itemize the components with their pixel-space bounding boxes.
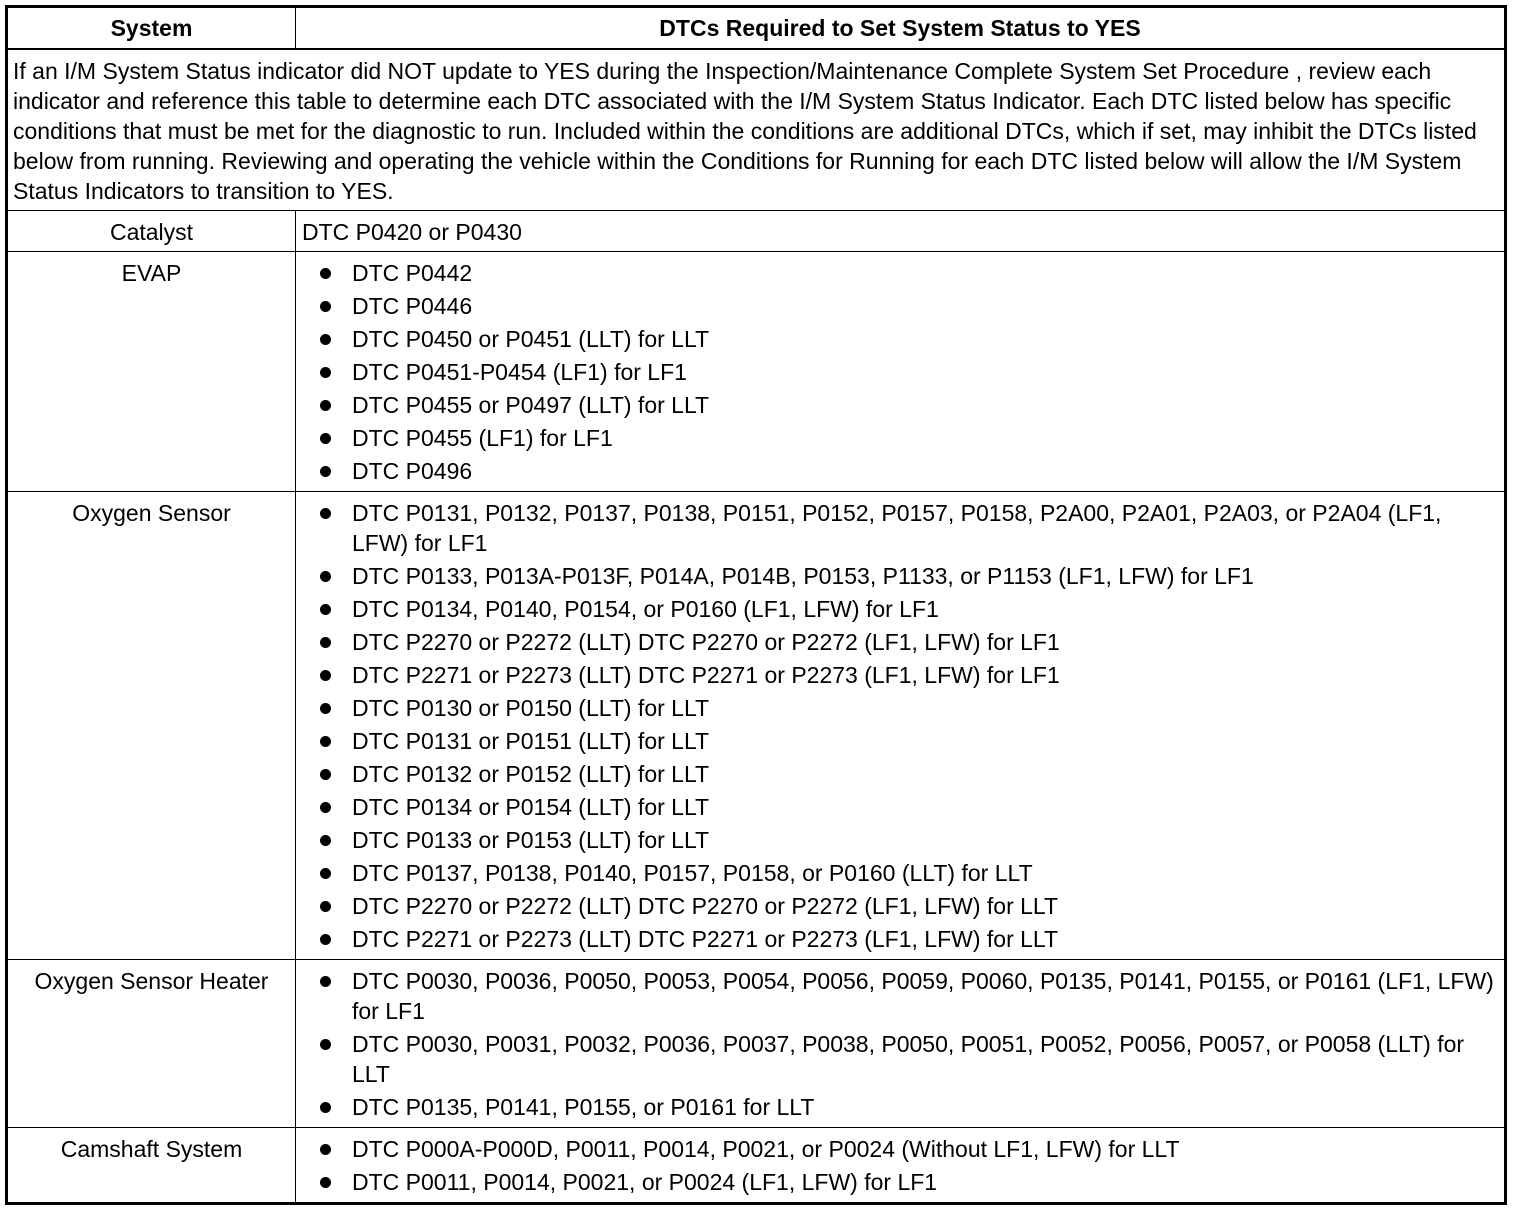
dtc-item-text: DTC P0131 or P0151 (LLT) for LLT	[352, 728, 710, 754]
table-row	[7, 492, 1506, 960]
bullet-icon	[320, 1177, 331, 1188]
bullet-icon	[320, 400, 331, 411]
dtc-item-text: DTC P2271 or P2273 (LLT) DTC P2271 or P2273 (LF1, LFW) for LLT	[352, 926, 1059, 952]
bullet-icon	[320, 802, 331, 813]
dtc-item-text: DTC P2270 or P2272 (LLT) DTC P2270 or P2272 (LF1, LFW) for LLT	[352, 893, 1059, 919]
list-item	[296, 1167, 1498, 1197]
list-item	[296, 456, 1498, 486]
dtc-item-text: DTC P2270 or P2272 (LLT) DTC P2270 or P2272 (LF1, LFW) for LF1	[352, 629, 1060, 655]
intro-row	[7, 49, 1506, 211]
dtc-item-text: DTC P0134 or P0154 (LLT) for LLT	[352, 794, 710, 820]
dtc-item-text: DTC P000A-P000D, P0011, P0014, P0021, or P0024 (Without LF1, LFW) for LLT	[352, 1136, 1180, 1162]
bullet-icon	[320, 703, 331, 714]
bullet-icon	[320, 1144, 331, 1155]
dtc-list-cell	[296, 960, 1506, 1128]
header-dtcs: DTCs Required to Set System Status to YES	[296, 7, 1506, 50]
dtc-item-text: DTC P0137, P0138, P0140, P0157, P0158, or P0160 (LLT) for LLT	[352, 860, 1033, 886]
dtc-item-text: DTC P0133, P013A-P013F, P014A, P014B, P0153, P1133, or P1153 (LF1, LFW) for LF1	[352, 563, 1254, 589]
dtc-item-text: DTC P0130 or P0150 (LLT) for LLT	[352, 695, 710, 721]
intro-text: If an I/M System Status indicator did NOT update to YES during the Inspection/Maintenance Complete System Set Procedure , review each indicator and reference this table to determine each DTC associated with the I/M System Status Indicator. Each DTC listed below has specific conditions that must be met for the diagnostic to run. Included within the conditions are additional DTCs, which if set, may inhibit the DTCs listed below from running. Reviewing and operating the vehicle within the Conditions for Running for each DTC listed below will allow the I/M System Status Indicators to transition to YES.	[7, 49, 1506, 211]
dtc-item-text: DTC P2271 or P2273 (LLT) DTC P2271 or P2273 (LF1, LFW) for LF1	[352, 662, 1060, 688]
bullet-icon	[320, 604, 331, 615]
dtc-item-text: DTC P0132 or P0152 (LLT) for LLT	[352, 761, 710, 787]
dtc-item-text: DTC P0451-P0454 (LF1) for LF1	[352, 359, 687, 385]
dtc-item-text: DTC P0496	[352, 458, 473, 484]
dtc-item-text: DTC P0030, P0036, P0050, P0053, P0054, P0056, P0059, P0060, P0135, P0141, P0155, or P0161 (LF1, LFW) for LF1	[352, 968, 1494, 1024]
bullet-icon	[320, 637, 331, 648]
bullet-icon	[320, 1102, 331, 1113]
dtc-text: DTC P0420 or P0430	[296, 211, 1506, 252]
list-item	[296, 966, 1498, 1026]
table-row	[7, 1128, 1506, 1204]
system-name: Oxygen Sensor	[7, 492, 296, 960]
dtc-item-text: DTC P0442	[352, 260, 473, 286]
dtc-list	[296, 498, 1498, 954]
dtc-item-text: DTC P0011, P0014, P0021, or P0024 (LF1, LFW) for LF1	[352, 1169, 938, 1195]
system-name: Oxygen Sensor Heater	[7, 960, 296, 1128]
dtc-item-text: DTC P0134, P0140, P0154, or P0160 (LF1, LFW) for LF1	[352, 596, 939, 622]
table-header-row	[7, 7, 1506, 50]
dtc-list-cell	[296, 252, 1506, 492]
bullet-icon	[320, 466, 331, 477]
bullet-icon	[320, 508, 331, 519]
system-name: Camshaft System	[7, 1128, 296, 1204]
bullet-icon	[320, 868, 331, 879]
bullet-icon	[320, 835, 331, 846]
dtc-item-text: DTC P0133 or P0153 (LLT) for LLT	[352, 827, 710, 853]
dtc-item-text: DTC P0135, P0141, P0155, or P0161 for LLT	[352, 1094, 815, 1120]
bullet-icon	[320, 976, 331, 987]
dtc-item-text: DTC P0131, P0132, P0137, P0138, P0151, P0152, P0157, P0158, P2A00, P2A01, P2A03, or P2A04 (LF1, LFW) for LF1	[352, 500, 1442, 556]
bullet-icon	[320, 334, 331, 345]
list-item	[296, 1029, 1498, 1089]
bullet-icon	[320, 1039, 331, 1050]
list-item	[296, 324, 1498, 354]
bullet-icon	[320, 571, 331, 582]
dtc-list-cell	[296, 492, 1506, 960]
system-name: Catalyst	[7, 211, 296, 252]
list-item	[296, 258, 1498, 288]
header-system: System	[7, 7, 296, 50]
bullet-icon	[320, 367, 331, 378]
dtc-item-text: DTC P0455 or P0497 (LLT) for LLT	[352, 392, 710, 418]
bullet-icon	[320, 301, 331, 312]
list-item	[296, 498, 1498, 558]
bullet-icon	[320, 736, 331, 747]
list-item	[296, 1092, 1498, 1122]
dtc-list	[296, 258, 1498, 486]
bullet-icon	[320, 433, 331, 444]
list-item	[296, 594, 1498, 624]
dtc-item-text: DTC P0030, P0031, P0032, P0036, P0037, P0038, P0050, P0051, P0052, P0056, P0057, or P0058 (LLT) for LLT	[352, 1031, 1465, 1087]
list-item	[296, 891, 1498, 921]
table-row	[7, 252, 1506, 492]
bullet-icon	[320, 670, 331, 681]
dtc-requirements-table	[5, 5, 1507, 1205]
list-item	[296, 627, 1498, 657]
bullet-icon	[320, 934, 331, 945]
system-name: EVAP	[7, 252, 296, 492]
dtc-list	[296, 966, 1498, 1122]
list-item	[296, 561, 1498, 591]
list-item	[296, 924, 1498, 954]
list-item	[296, 660, 1498, 690]
bullet-icon	[320, 268, 331, 279]
list-item	[296, 759, 1498, 789]
dtc-item-text: DTC P0446	[352, 293, 473, 319]
dtc-list-cell	[296, 1128, 1506, 1204]
list-item	[296, 693, 1498, 723]
list-item	[296, 357, 1498, 387]
list-item	[296, 825, 1498, 855]
list-item	[296, 726, 1498, 756]
list-item	[296, 390, 1498, 420]
table-row	[7, 211, 1506, 252]
bullet-icon	[320, 769, 331, 780]
table-row	[7, 960, 1506, 1128]
list-item	[296, 792, 1498, 822]
list-item	[296, 1134, 1498, 1164]
dtc-list	[296, 1134, 1498, 1197]
list-item	[296, 423, 1498, 453]
dtc-item-text: DTC P0450 or P0451 (LLT) for LLT	[352, 326, 710, 352]
bullet-icon	[320, 901, 331, 912]
list-item	[296, 291, 1498, 321]
dtc-item-text: DTC P0455 (LF1) for LF1	[352, 425, 613, 451]
list-item	[296, 858, 1498, 888]
